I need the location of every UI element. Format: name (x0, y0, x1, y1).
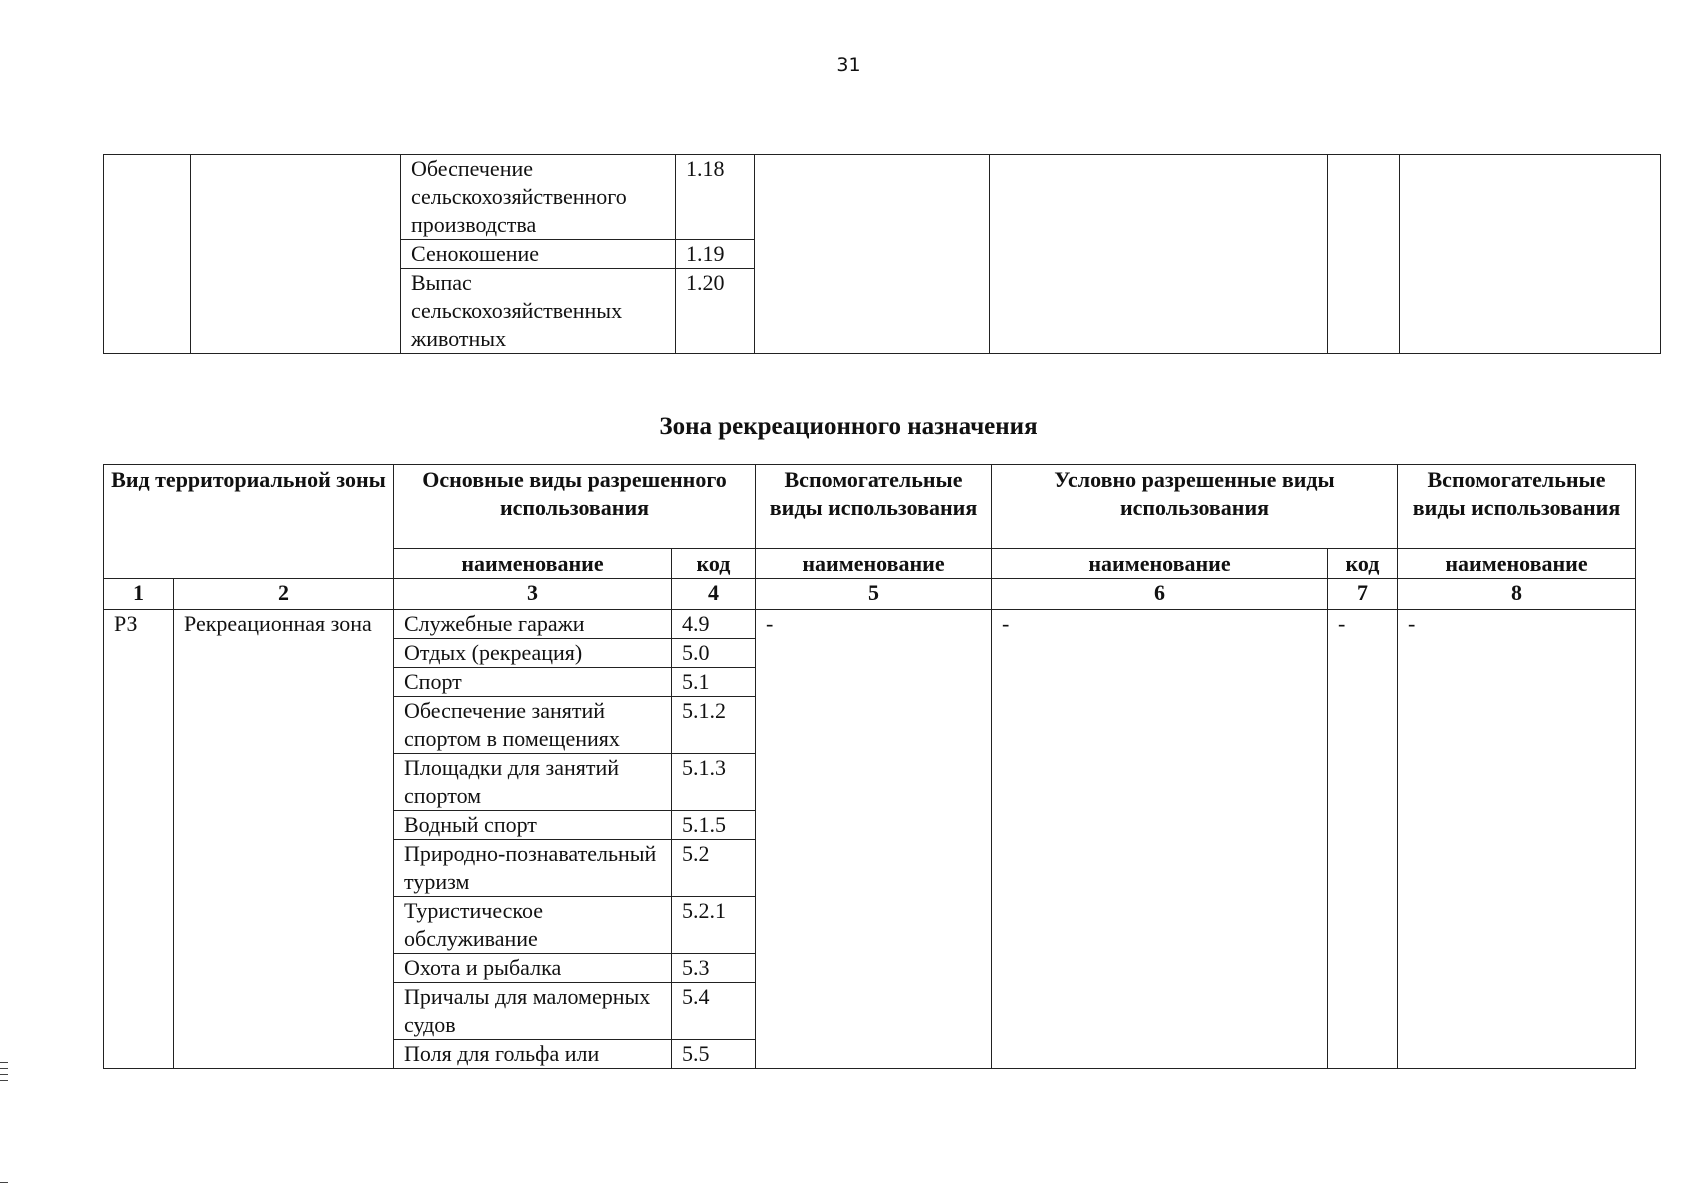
section-title: Зона рекреационного назначения (659, 413, 1038, 440)
use-code-cell: 5.3 (672, 954, 756, 983)
table-cell-empty (1328, 155, 1400, 354)
zone-code-cell: РЗ (104, 610, 174, 1069)
table-row (104, 610, 1636, 639)
header-row (104, 465, 1636, 549)
use-name-cell: Водный спорт (394, 811, 672, 840)
use-code-cell: 5.1 (672, 668, 756, 697)
use-name-cell: Причалы для маломерных судов (394, 983, 672, 1040)
use-name-cell: Площадки для занятий спортом (394, 754, 672, 811)
column-numbers-row (104, 579, 1636, 610)
use-name-cell: Обеспечение занятий спортом в помещениях (394, 697, 672, 754)
use-name-cell: Природно-познавательный туризм (394, 840, 672, 897)
margin-scan-mark (0, 1182, 8, 1183)
use-name-cell: Охота и рыбалка (394, 954, 672, 983)
table-cell-empty (191, 155, 401, 354)
header-main-uses: Основные виды разрешенного использования (394, 465, 756, 549)
subheader-name: наименование (992, 549, 1328, 579)
use-name-cell: Поля для гольфа или (394, 1040, 672, 1069)
column-number: 8 (1398, 579, 1636, 610)
zone-name-cell: Рекреационная зона (174, 610, 394, 1069)
use-code-cell: 5.1.5 (672, 811, 756, 840)
header-aux-uses: Вспомогательные виды использования (756, 465, 992, 549)
use-code-cell: 5.2 (672, 840, 756, 897)
subheader-code: код (1328, 549, 1398, 579)
column-number: 5 (756, 579, 992, 610)
table-cell-empty (104, 155, 191, 354)
conditional-uses-cell: - (992, 610, 1328, 1069)
subheader-name: наименование (756, 549, 992, 579)
table-row (104, 155, 1661, 240)
use-name-cell: Выпас сельскохозяйственных животных (401, 269, 676, 354)
conditional-code-cell: - (1328, 610, 1398, 1069)
use-code-cell: 5.1.3 (672, 754, 756, 811)
column-number: 3 (394, 579, 672, 610)
subheader-name: наименование (394, 549, 672, 579)
table-cell-empty (1400, 155, 1661, 354)
header-zone-type: Вид территориальной зоны (104, 465, 394, 579)
use-name-cell: Обеспечение сельскохозяйственного производства (401, 155, 676, 240)
use-code-cell: 1.18 (676, 155, 755, 240)
use-code-cell: 4.9 (672, 610, 756, 639)
column-number: 4 (672, 579, 756, 610)
use-code-cell: 5.5 (672, 1040, 756, 1069)
use-code-cell: 1.19 (676, 240, 755, 269)
column-number: 6 (992, 579, 1328, 610)
aux-uses-cell: - (756, 610, 992, 1069)
subheader-code: код (672, 549, 756, 579)
use-code-cell: 5.4 (672, 983, 756, 1040)
page-number: 31 (836, 54, 861, 76)
use-name-cell: Служебные гаражи (394, 610, 672, 639)
column-number: 2 (174, 579, 394, 610)
continuation-table (103, 154, 1661, 354)
table-cell-empty (755, 155, 990, 354)
aux-uses-cell: - (1398, 610, 1636, 1069)
header-conditional-uses: Условно разрешенные виды использования (992, 465, 1398, 549)
use-name-cell: Спорт (394, 668, 672, 697)
use-name-cell: Туристическое обслуживание (394, 897, 672, 954)
recreational-zone-table (103, 464, 1636, 1069)
header-aux-uses: Вспомогательные виды использования (1398, 465, 1636, 549)
margin-scan-marks (0, 1062, 8, 1086)
use-name-cell: Отдых (рекреация) (394, 639, 672, 668)
use-code-cell: 1.20 (676, 269, 755, 354)
use-name-cell: Сенокошение (401, 240, 676, 269)
column-number: 7 (1328, 579, 1398, 610)
use-code-cell: 5.0 (672, 639, 756, 668)
use-code-cell: 5.2.1 (672, 897, 756, 954)
column-number: 1 (104, 579, 174, 610)
table-cell-empty (990, 155, 1328, 354)
subheader-name: наименование (1398, 549, 1636, 579)
use-code-cell: 5.1.2 (672, 697, 756, 754)
